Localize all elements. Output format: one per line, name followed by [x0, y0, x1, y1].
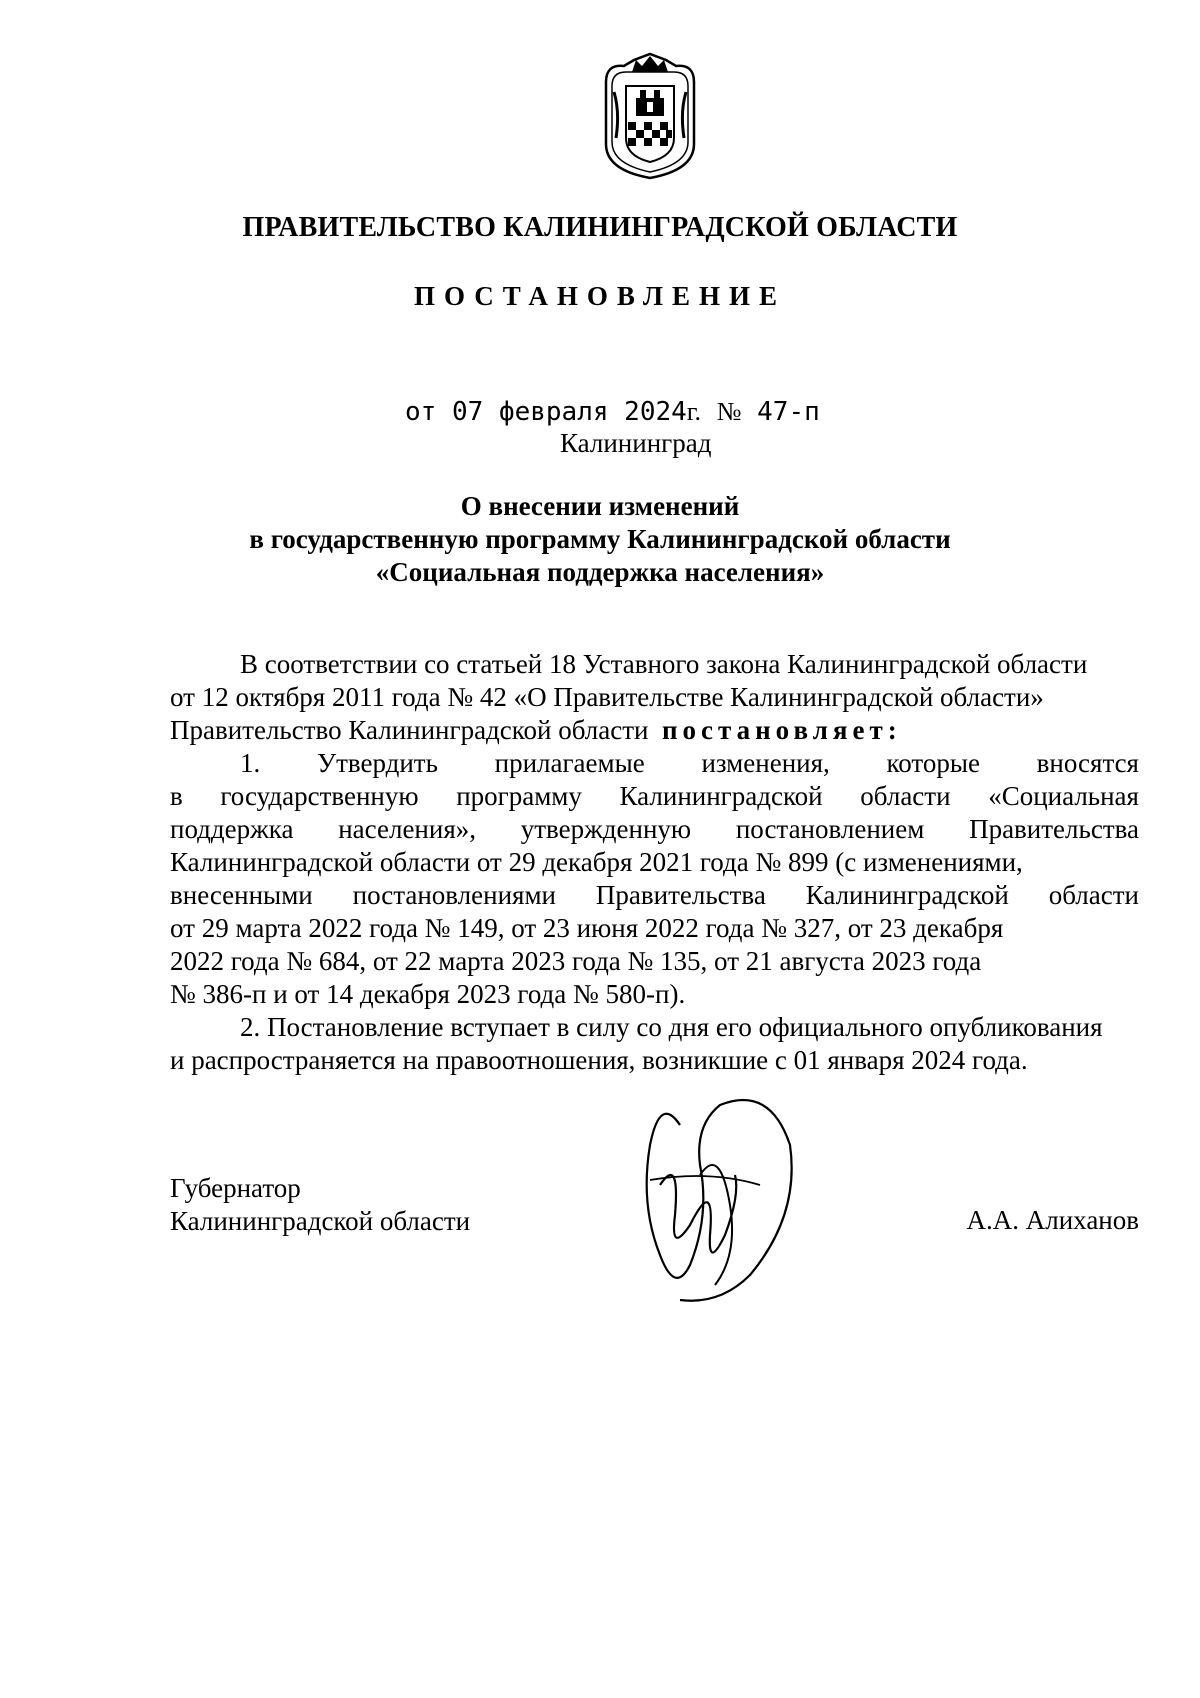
document-date-number: [405, 397, 820, 427]
handwritten-signature-icon: [620, 1085, 800, 1310]
body-line: Правительство Калининградской области постановляет:: [170, 715, 902, 745]
decree-verb: постановляет:: [661, 715, 902, 745]
body-line: от 12 октября 2011 года № 42 «О Правительстве Калининградской области»: [170, 682, 1044, 712]
date-month: февраля: [498, 397, 609, 427]
body-line: 1. Утвердить прилагаемые изменения, которые вносятся: [240, 748, 1139, 778]
signatory-position: Губернатор Калининградской области: [170, 1173, 471, 1236]
body-line: в государственную программу Калининградской области «Социальная: [170, 781, 1139, 811]
body-line: Калининградской области от 29 декабря 2021 года № 899 (с изменениями,: [170, 847, 1023, 877]
year-suffix: г.: [686, 397, 702, 426]
title-line: О внесении изменений: [460, 491, 740, 521]
body-line: № 386-п и от 14 декабря 2023 года № 580-п).: [170, 979, 686, 1009]
date-day: 07: [451, 397, 484, 427]
date-prefix: от: [405, 397, 437, 427]
coat-of-arms-icon: [598, 52, 702, 180]
document-title: [0, 490, 1200, 589]
organization-name: ПРАВИТЕЛЬСТВО КАЛИНИНГРАДСКОЙ ОБЛАСТИ: [242, 212, 958, 243]
document-body: [170, 648, 1139, 1077]
body-line: В соответствии со статьей 18 Уставного закона Калининградской области: [240, 649, 1088, 679]
signatory-name: А.А. Алиханов: [966, 1205, 1139, 1235]
body-line: внесенными постановлениями Правительства Калининградской области: [170, 880, 1139, 910]
title-line: «Социальная поддержка населения»: [375, 557, 825, 587]
body-line: и распространяется на правоотношения, возникшие с 01 января 2024 года.: [170, 1045, 1028, 1075]
body-line: 2. Постановление вступает в силу со дня его официального опубликования: [240, 1012, 1103, 1042]
number-sign: №: [716, 397, 742, 426]
body-line: 2022 года № 684, от 22 марта 2023 года № 135, от 21 августа 2023 года: [170, 946, 982, 976]
city: Калининград: [560, 428, 712, 458]
body-line: от 29 марта 2022 года № 149, от 23 июня 2022 года № 327, от 23 декабря: [170, 913, 1004, 943]
document-number: 47-п: [757, 397, 820, 427]
document-type: ПОСТАНОВЛЕНИЕ: [413, 281, 787, 311]
title-line: в государственную программу Калининградской области: [249, 524, 951, 554]
date-year: 2024: [624, 397, 687, 427]
body-line: поддержка населения», утвержденную постановлением Правительства: [170, 814, 1139, 844]
